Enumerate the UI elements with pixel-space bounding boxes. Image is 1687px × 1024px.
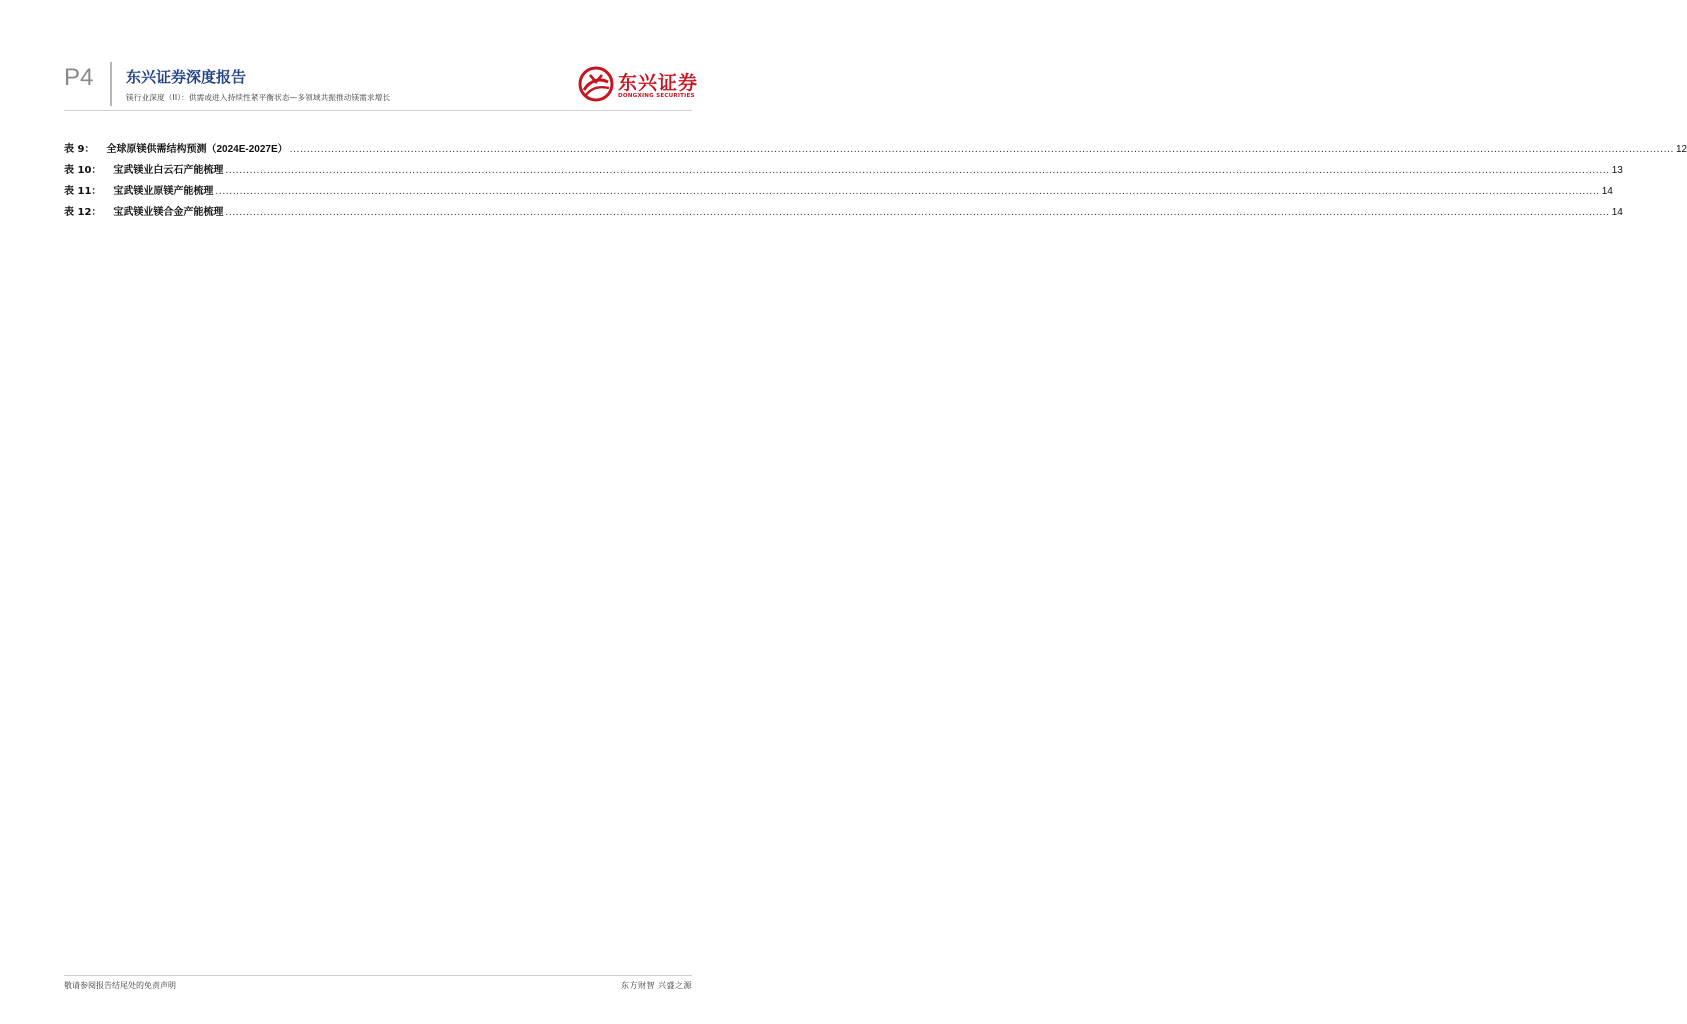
toc-entry-title: 全球原镁供需结构预测（2024E-2027E） [106, 144, 288, 155]
toc-entry[interactable] [64, 140, 1687, 161]
toc-entry-title: 宝武镁业白云石产能梳理 [113, 165, 224, 176]
toc-dot-leader: ................................................................................................................................................................................................................................................................................................................................................................................................................ [289, 145, 1674, 155]
page-number: P4 [64, 64, 94, 91]
report-subtitle: 镁行业深度（II）：供需或进入持续性紧平衡状态—多领域共振推动镁需求增长 [126, 93, 391, 102]
toc-entry-page: 12 [1675, 144, 1687, 155]
table-of-contents [64, 140, 1687, 224]
toc-dot-leader: ................................................................................................................................................................................................................................................................................................................................................................................................................ [225, 208, 1610, 218]
report-title: 东兴证券深度报告 [126, 68, 247, 86]
toc-dot-leader: ................................................................................................................................................................................................................................................................................................................................................................................................................ [215, 187, 1600, 197]
toc-entry-label [64, 140, 288, 155]
logo-name-en: DONGXING SECURITIES [618, 93, 695, 99]
toc-entry[interactable] [64, 182, 1613, 203]
toc-entry-label [64, 203, 223, 218]
logo-mark-icon [578, 66, 614, 102]
toc-entry-title: 宝武镁业原镁产能梳理 [113, 186, 214, 197]
toc-entry-page: 13 [1611, 165, 1623, 176]
header-divider [110, 62, 112, 106]
toc-entry-page: 14 [1601, 186, 1613, 197]
footer-rule [64, 975, 692, 976]
toc-entry-number: 表 12： [64, 207, 102, 218]
toc-entry-number: 表 9： [64, 144, 95, 155]
toc-entry-number: 表 11： [64, 186, 102, 197]
toc-entry-label [64, 182, 213, 197]
toc-entry-label [64, 161, 223, 176]
toc-entry-page: 14 [1611, 207, 1623, 218]
company-logo [578, 66, 698, 106]
footer-slogan: 东方财智 兴盛之源 [620, 981, 692, 990]
toc-entry-title: 宝武镁业镁合金产能梳理 [113, 207, 224, 218]
footer-disclaimer: 敬请参阅报告结尾处的免责声明 [64, 981, 176, 990]
toc-dot-leader: ................................................................................................................................................................................................................................................................................................................................................................................................................ [225, 166, 1610, 176]
page-header [0, 0, 755, 110]
toc-entry[interactable] [64, 203, 1623, 224]
logo-name-cn: 东兴证券 [618, 72, 699, 94]
header-rule [64, 110, 692, 111]
toc-entry-number: 表 10： [64, 165, 102, 176]
toc-entry[interactable] [64, 161, 1623, 182]
